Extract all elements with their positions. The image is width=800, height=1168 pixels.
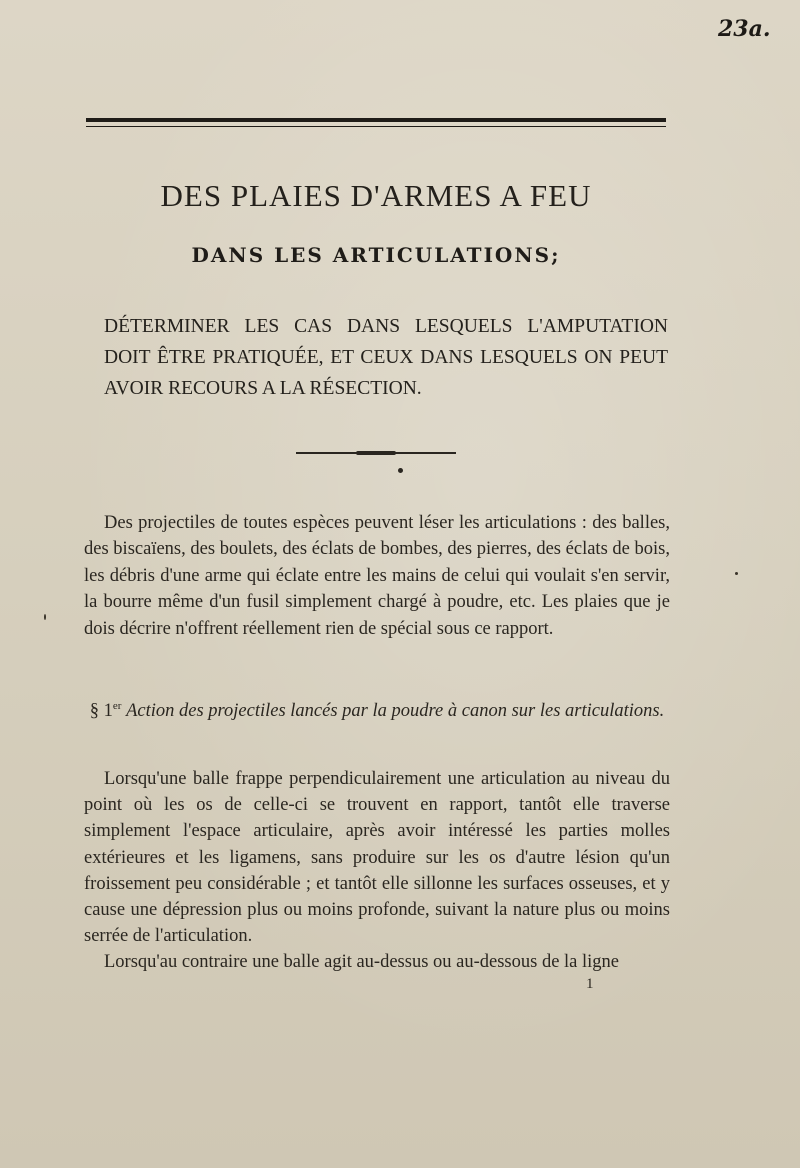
section-number-suffix: er [112,700,122,712]
paragraph-3-text: Lorsqu'au contraire une balle agit au-dessus ou au-dessous de la ligne [104,952,620,973]
section-number [104,701,122,721]
header-double-rule [86,118,666,127]
section-symbol: § [89,701,100,722]
handwritten-folio-number: 23a. [718,16,771,42]
paper-speck [44,614,46,620]
section-number-digit: 1 [103,701,113,722]
paragraph-balle-perpendiculaire [84,766,670,976]
ornament-dot [398,468,403,473]
ornamental-divider [296,452,456,454]
paragraph-intro: Des projectiles de toutes espèces peuvent léser les articulations : des balles, des biscaïens, des boulets, des éclats de bombes, des pierres, des éclats de bois, les débris d'une arme qui éclate entre les mains de celui qui voulait s'en servir, la bourre même d'un fusil simplement chargé à poudre, etc. Les plaies que je dois décrire n'offrent réellement rien de spécial sous ce rapport. [84,513,670,639]
title-subline: DANS LES ARTICULATIONS; [191,243,561,267]
main-title: DES PLAIES D'ARMES A FEU [160,178,592,213]
paper-speck [735,572,738,575]
question-statement: DÉTERMINER LES CAS DANS LESQUELS L'AMPUTATION DOIT ÊTRE PRATIQUÉE, ET CEUX DANS LESQUELS ON PEUT AVOIR RECOURS A LA RÉSECTION. [104,316,668,399]
section-heading [84,692,670,725]
paragraph-2-text: Lorsqu'une balle frappe perpendiculairement une articulation au niveau du point où les os de celle-ci se trouvent en rapport, tantôt elle traverse simplement l'espace articulaire, après avoir intéressé les parties molles extérieures et les ligamens, sans produire sur les os d'autre lésion qu'un froissement peu considérable ; et tantôt elle sillonne les surfaces osseuses, et y cause une dépression plus ou moins profonde, suivant la nature plus ou moins serrée de l'articulation. [84,769,670,947]
section-title: Action des projectiles lancés par la poudre à canon sur les articulations. [126,701,665,722]
page-number: 1 [586,976,594,992]
